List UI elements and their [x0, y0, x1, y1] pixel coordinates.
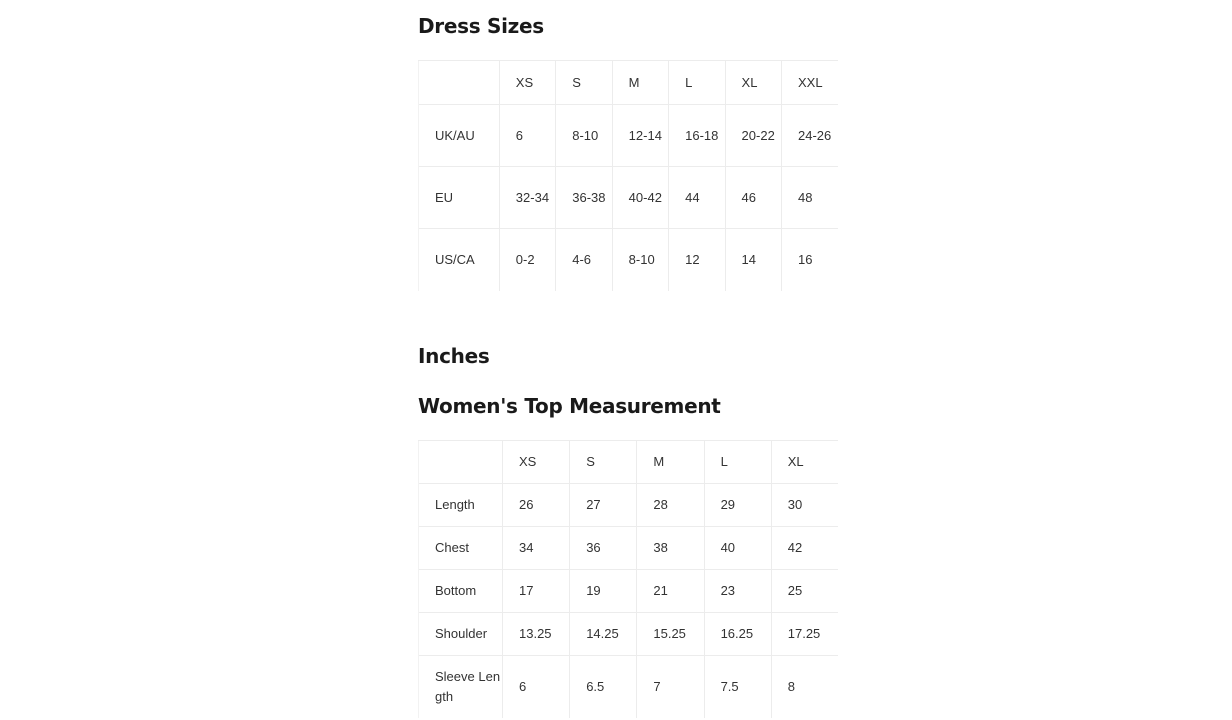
table-cell: 15.25 — [637, 613, 704, 656]
table-row — [419, 484, 839, 527]
row-label: Shoulder — [419, 613, 503, 656]
row-label: Bottom — [419, 570, 503, 613]
top-measurement-table — [418, 440, 838, 718]
table-row — [419, 570, 839, 613]
table-row — [419, 167, 839, 229]
table-cell: 40-42 — [612, 167, 668, 229]
table-cell: 17 — [503, 570, 570, 613]
table-cell: 6 — [499, 105, 555, 167]
table-cell: 40 — [704, 527, 771, 570]
column-header-xl: XL — [725, 61, 781, 105]
table-cell: 0-2 — [499, 229, 555, 291]
column-header-m: M — [612, 61, 668, 105]
top-measurement-table-wrapper — [418, 440, 821, 710]
table-cell: 19 — [570, 570, 637, 613]
table-cell: 46 — [725, 167, 781, 229]
table-cell: 7 — [637, 656, 704, 718]
table-cell: 16.25 — [704, 613, 771, 656]
table-row — [419, 656, 839, 718]
column-header-xs: XS — [499, 61, 555, 105]
column-header-xl: XL — [771, 441, 838, 484]
row-label: Chest — [419, 527, 503, 570]
table-cell: 16 — [781, 229, 838, 291]
table-cell: 21 — [637, 570, 704, 613]
column-header-corner — [419, 441, 503, 484]
table-cell: 42 — [771, 527, 838, 570]
table-cell: 27 — [570, 484, 637, 527]
table-row — [419, 613, 839, 656]
table-cell: 13.25 — [503, 613, 570, 656]
column-header-s: S — [570, 441, 637, 484]
table-cell: 24-26 — [781, 105, 838, 167]
column-header-xs: XS — [503, 441, 570, 484]
row-label: US/CA — [419, 229, 500, 291]
womens-top-measurement-heading: Women's Top Measurement — [418, 394, 721, 418]
table-cell: 7.5 — [704, 656, 771, 718]
table-cell: 8-10 — [612, 229, 668, 291]
table-cell: 14 — [725, 229, 781, 291]
table-cell: 29 — [704, 484, 771, 527]
table-cell: 36 — [570, 527, 637, 570]
table-row — [419, 527, 839, 570]
table-cell: 17.25 — [771, 613, 838, 656]
table-cell: 28 — [637, 484, 704, 527]
column-header-l: L — [669, 61, 725, 105]
table-cell: 14.25 — [570, 613, 637, 656]
column-header-s: S — [556, 61, 612, 105]
table-cell: 4-6 — [556, 229, 612, 291]
table-cell: 48 — [781, 167, 838, 229]
table-cell: 44 — [669, 167, 725, 229]
column-header-xxl: XXL — [781, 61, 838, 105]
table-cell: 6.5 — [570, 656, 637, 718]
dress-sizes-table — [418, 60, 838, 291]
inches-heading: Inches — [418, 344, 490, 368]
table-header-row — [419, 441, 839, 484]
table-cell: 32-34 — [499, 167, 555, 229]
table-cell: 6 — [503, 656, 570, 718]
row-label: Length — [419, 484, 503, 527]
row-label: UK/AU — [419, 105, 500, 167]
dress-sizes-table-wrapper — [418, 60, 832, 290]
table-cell: 23 — [704, 570, 771, 613]
table-cell: 30 — [771, 484, 838, 527]
table-cell: 36-38 — [556, 167, 612, 229]
table-cell: 38 — [637, 527, 704, 570]
table-cell: 34 — [503, 527, 570, 570]
dress-sizes-heading: Dress Sizes — [418, 14, 544, 38]
table-header-row — [419, 61, 839, 105]
table-cell: 20-22 — [725, 105, 781, 167]
column-header-corner — [419, 61, 500, 105]
row-label: Sleeve Length — [419, 656, 503, 718]
table-cell: 12 — [669, 229, 725, 291]
row-label: EU — [419, 167, 500, 229]
table-cell: 26 — [503, 484, 570, 527]
table-row — [419, 105, 839, 167]
table-cell: 25 — [771, 570, 838, 613]
table-cell: 8 — [771, 656, 838, 718]
table-cell: 12-14 — [612, 105, 668, 167]
column-header-l: L — [704, 441, 771, 484]
table-cell: 8-10 — [556, 105, 612, 167]
table-cell: 16-18 — [669, 105, 725, 167]
table-row — [419, 229, 839, 291]
column-header-m: M — [637, 441, 704, 484]
